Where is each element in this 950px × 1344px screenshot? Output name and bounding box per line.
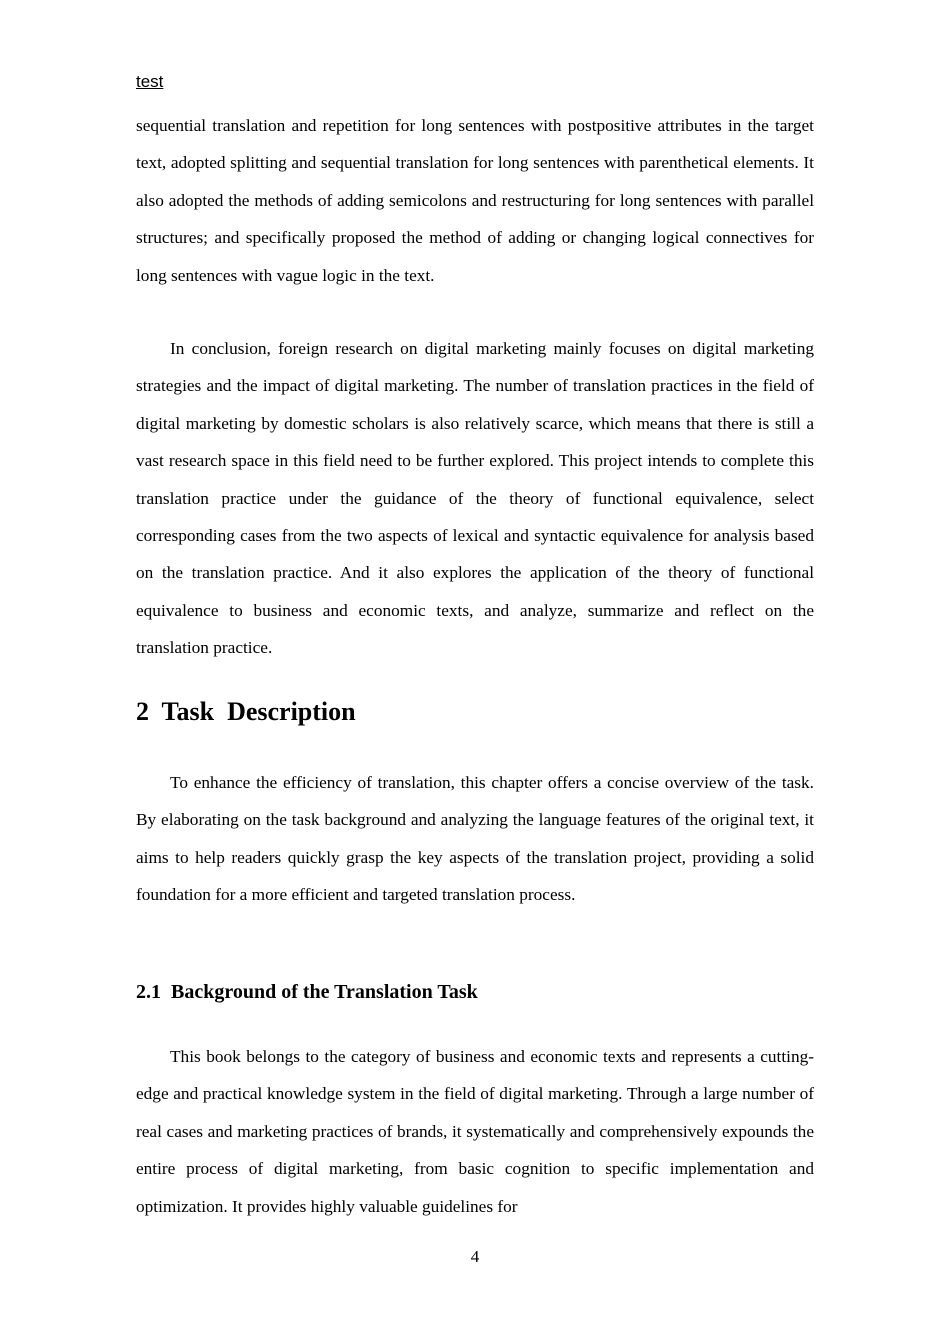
paragraph-4: This book belongs to the category of business and economic texts and represents a cutting-edge and practical knowledge system in the field of digital marketing. Through a large number of real cases and marketing practices of brands, it systematically and comprehensively expounds the entire process of digital marketing, from basic cognition to specific implementation and optimization. It provides highly valuable guidelines for	[136, 1047, 814, 1216]
section-heading-2-1: 2.1 Background of the Translation Task	[136, 981, 478, 1003]
paragraph-2: In conclusion, foreign research on digital marketing mainly focuses on digital marketing strategies and the impact of digital marketing. The number of translation practices in the field of digital marketing by domestic scholars is also relatively scarce, which means that there is still a vast research space in this field need to be further explored. This project intends to complete this translation practice under the guidance of the theory of functional equivalence, select corresponding cases from the two aspects of lexical and syntactic equivalence for analysis based on the translation practice. And it also explores the application of the theory of functional equivalence to business and economic texts, and analyze, summarize and reflect on the translation practice.	[136, 339, 814, 658]
page-header: test	[136, 72, 164, 91]
page-number: 4	[470, 1247, 480, 1266]
section-heading-2: 2 Task Description	[136, 697, 356, 726]
paragraph-1: sequential translation and repetition for long sentences with postpositive attributes in the target text, adopted splitting and sequential translation for long sentences with parenthetical elements. It also adopted the methods of adding semicolons and restructuring for long sentences with parallel structures; and specifically proposed the method of adding or changing logical connectives for long sentences with vague logic in the text.	[136, 116, 814, 285]
paragraph-3: To enhance the efficiency of translation, this chapter offers a concise overview of the task. By elaborating on the task background and analyzing the language features of the original text, it aims to help readers quickly grasp the key aspects of the translation project, providing a solid foundation for a more efficient and targeted translation process.	[136, 773, 814, 905]
